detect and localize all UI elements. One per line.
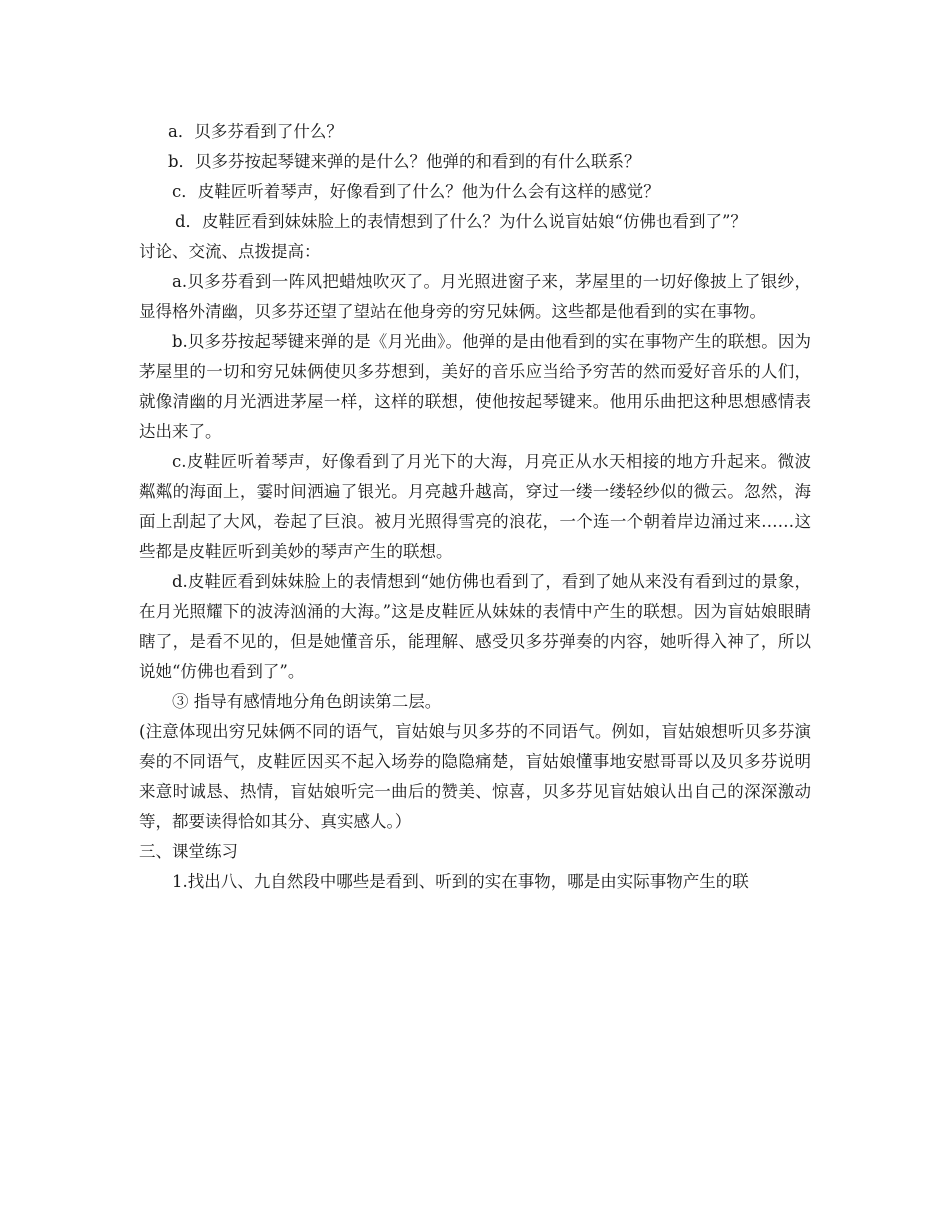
step-3-reading: ③ 指导有感情地分角色朗读第二层。 xyxy=(172,692,442,711)
answer-b: b.贝多芬按起琴键来弹的是《月光曲》。他弹的是由他看到的实在事物产生的联想。因为茅屋里的一切和穷兄妹俩使贝多芬想到，美好的音乐应当给予穷苦的然而爱好音乐的人们，就像清幽的月光洒进茅屋一样，这样的联想，使他按起琴键来。他用乐曲把这种思想感情表达出来了。 xyxy=(139,332,811,441)
answer-c: c.皮鞋匠听着琴声，好像看到了月光下的大海，月亮正从水天相接的地方升起来。微波粼粼的海面上，霎时间洒遍了银光。月亮越升越高，穿过一缕一缕轻纱似的微云。忽然，海面上刮起了大风，卷起了巨浪。被月光照得雪亮的浪花，一个连一个朝着岸边涌过来……这些都是皮鞋匠听到美妙的琴声产生的联想。 xyxy=(139,452,811,561)
document-body xyxy=(139,117,811,897)
answer-a: a.贝多芬看到一阵风把蜡烛吹灭了。月光照进窗子来，茅屋里的一切好像披上了银纱，显得格外清幽，贝多芬还望了望站在他身旁的穷兄妹俩。这些都是他看到的实在事物。 xyxy=(139,272,811,321)
exercise-1: 1.找出八、九自然段中哪些是看到、听到的实在事物，哪是由实际事物产生的联 xyxy=(172,872,749,891)
discussion-heading: 讨论、交流、点拨提高： xyxy=(139,242,321,261)
question-b: b．贝多芬按起琴键来弹的是什么？他弹的和看到的有什么联系？ xyxy=(168,152,641,171)
answer-d: d.皮鞋匠看到妹妹脸上的表情想到“她仿佛也看到了，看到了她从来没有看到过的景象，在月光照耀下的波涛汹涌的大海。”这是皮鞋匠从妹妹的表情中产生的联想。因为盲姑娘眼睛瞎了，是看不见的，但是她懂音乐，能理解、感受贝多芬弹奏的内容，她听得入神了，所以说她“仿佛也看到了”。 xyxy=(139,572,811,681)
section-3-heading: 三、课堂练习 xyxy=(139,842,238,861)
reading-note: (注意体现出穷兄妹俩不同的语气，盲姑娘与贝多芬的不同语气。例如，盲姑娘想听贝多芬演奏的不同语气，皮鞋匠因买不起入场券的隐隐痛楚，盲姑娘懂事地安慰哥哥以及贝多芬说明来意时诚恳、热情，盲姑娘听完一曲后的赞美、惊喜，贝多芬见盲姑娘认出自己的深深激动等，都要读得恰如其分、真实感人。） xyxy=(139,722,811,831)
question-a: a．贝多芬看到了什么？ xyxy=(168,122,343,141)
question-d: d．皮鞋匠看到妹妹脸上的表情想到了什么？为什么说盲姑娘“仿佛也看到了”？ xyxy=(175,212,747,231)
question-c: c．皮鞋匠听着琴声，好像看到了什么？他为什么会有这样的感觉？ xyxy=(172,182,660,201)
